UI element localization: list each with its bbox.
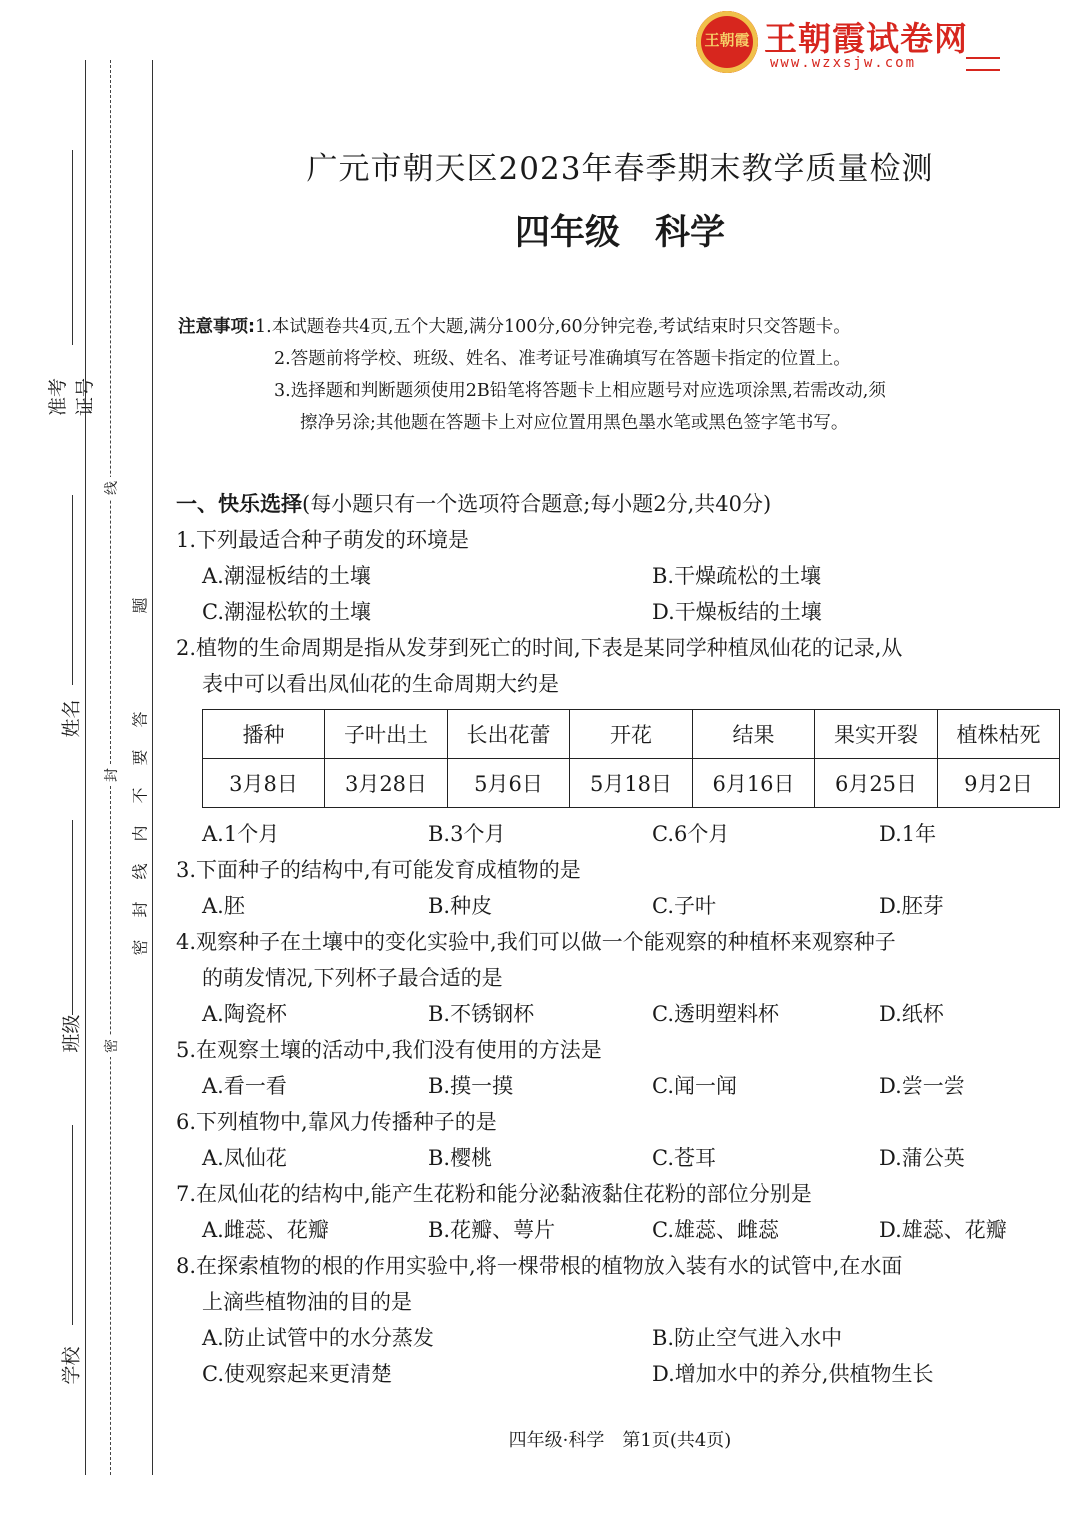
question-section bbox=[176, 486, 1076, 1392]
page-footer: 四年级·科学 第1页(共4页) bbox=[508, 1430, 732, 1451]
option-d[interactable]: D.蒲公英 bbox=[879, 1146, 965, 1170]
option-d[interactable]: D.尝一尝 bbox=[879, 1074, 965, 1098]
warning-char: 不 bbox=[130, 787, 150, 804]
question-4-stem: 4.观察种子在土壤中的变化实验中,我们可以做一个能观察的种植杯来观察种子 bbox=[176, 930, 896, 954]
warning-char: 线 bbox=[130, 863, 150, 880]
option-c[interactable]: C.苍耳 bbox=[652, 1146, 716, 1170]
option-b[interactable]: B.樱桃 bbox=[428, 1146, 493, 1170]
option-d[interactable]: D.增加水中的养分,供植物生长 bbox=[652, 1362, 934, 1386]
name-field[interactable] bbox=[72, 495, 73, 685]
option-c[interactable]: C.子叶 bbox=[652, 894, 716, 918]
question-5-stem: 5.在观察土壤的活动中,我们没有使用的方法是 bbox=[176, 1038, 602, 1062]
question-1-stem: 1.下列最适合种子萌发的环境是 bbox=[176, 528, 470, 552]
cut-mark-line: 线 bbox=[101, 477, 121, 499]
option-c[interactable]: C.使观察起来更清楚 bbox=[202, 1362, 392, 1386]
cut-mark-dense: 密 bbox=[101, 1035, 121, 1057]
question-5-options bbox=[176, 1068, 1076, 1104]
table-header-cell: 结果 bbox=[693, 710, 815, 759]
question-4-options bbox=[176, 996, 1076, 1032]
note-item: 3.选择题和判断题须使用2B铅笔将答题卡上相应题号对应选项涂黑,若需改动,须 bbox=[274, 381, 886, 401]
option-d[interactable]: D.胚芽 bbox=[879, 894, 944, 918]
table-header-cell: 长出花蕾 bbox=[448, 710, 570, 759]
notes-label: 注意事项: bbox=[178, 317, 255, 337]
question-8-options-row2 bbox=[176, 1356, 1076, 1392]
table-cell: 3月8日 bbox=[203, 759, 325, 808]
option-a[interactable]: A.1个月 bbox=[202, 822, 280, 846]
option-d[interactable]: D.干燥板结的土壤 bbox=[652, 600, 822, 624]
question-8-stem-cont: 上滴些植物油的目的是 bbox=[202, 1290, 412, 1314]
option-d[interactable]: D.1年 bbox=[879, 822, 937, 846]
question-1-options-row2 bbox=[176, 594, 1076, 630]
binding-line-inner bbox=[152, 60, 153, 1475]
cut-mark-seal: 封 bbox=[101, 764, 121, 786]
option-c[interactable]: C.潮湿松软的土壤 bbox=[202, 600, 371, 624]
table-header-cell: 植株枯死 bbox=[938, 710, 1060, 759]
option-b[interactable]: B.3个月 bbox=[428, 822, 506, 846]
section-heading bbox=[176, 486, 1076, 522]
option-b[interactable]: B.不锈钢杯 bbox=[428, 1002, 535, 1026]
option-d[interactable]: D.雄蕊、花瓣 bbox=[879, 1218, 1007, 1242]
note-item: 2.答题前将学校、班级、姓名、准考证号准确填写在答题卡指定的位置上。 bbox=[274, 349, 851, 369]
warning-char: 题 bbox=[130, 597, 150, 614]
table-cell: 5月18日 bbox=[570, 759, 693, 808]
exam-no-field[interactable] bbox=[72, 150, 73, 345]
question-2-options bbox=[176, 816, 1076, 852]
option-b[interactable]: B.花瓣、萼片 bbox=[428, 1218, 556, 1242]
option-b[interactable]: B.干燥疏松的土壤 bbox=[652, 564, 822, 588]
option-c[interactable]: C.雄蕊、雌蕊 bbox=[652, 1218, 779, 1242]
table-cell: 6月25日 bbox=[815, 759, 938, 808]
note-line-1 bbox=[178, 311, 1068, 343]
option-b[interactable]: B.摸一摸 bbox=[428, 1074, 514, 1098]
option-b[interactable]: B.防止空气进入水中 bbox=[652, 1326, 843, 1350]
name-label: 姓名 bbox=[60, 699, 83, 738]
option-c[interactable]: C.6个月 bbox=[652, 822, 730, 846]
option-d[interactable]: D.纸杯 bbox=[879, 1002, 944, 1026]
option-c[interactable]: C.闻一闻 bbox=[652, 1074, 737, 1098]
notes bbox=[178, 311, 1068, 439]
subject-title: 四年级 科学 bbox=[514, 213, 725, 253]
class-field[interactable] bbox=[72, 820, 73, 1015]
warning-char: 要 bbox=[130, 749, 150, 766]
section-note: (每小题只有一个选项符合题意;每小题2分,共40分) bbox=[302, 492, 772, 516]
exam-title: 广元市朝天区2023年春季期末教学质量检测 bbox=[306, 151, 934, 187]
option-b[interactable]: B.种皮 bbox=[428, 894, 493, 918]
question-1-options-row1 bbox=[176, 558, 1076, 594]
question-3-options bbox=[176, 888, 1076, 924]
table-cell: 3月28日 bbox=[325, 759, 448, 808]
option-a[interactable]: A.雌蕊、花瓣 bbox=[202, 1218, 329, 1242]
binding-line-outer bbox=[85, 60, 86, 1475]
table-header-cell: 果实开裂 bbox=[815, 710, 938, 759]
question-3-stem: 3.下面种子的结构中,有可能发育成植物的是 bbox=[176, 858, 581, 882]
question-8-stem: 8.在探索植物的根的作用实验中,将一棵带根的植物放入装有水的试管中,在水面 bbox=[176, 1254, 903, 1278]
section-title: 一、快乐选择 bbox=[176, 492, 302, 516]
table-row bbox=[203, 759, 1060, 808]
question-6-stem: 6.下列植物中,靠风力传播种子的是 bbox=[176, 1110, 497, 1134]
question-8-options-row1 bbox=[176, 1320, 1076, 1356]
question-2-stem-cont: 表中可以看出凤仙花的生命周期大约是 bbox=[202, 672, 559, 696]
school-label: 学校 bbox=[60, 1346, 83, 1385]
table-header-row bbox=[203, 710, 1060, 759]
option-c[interactable]: C.透明塑料杯 bbox=[652, 1002, 779, 1026]
exam-no-label: 准考证号 bbox=[47, 378, 96, 417]
question-6-options bbox=[176, 1140, 1076, 1176]
school-field[interactable] bbox=[72, 1125, 73, 1325]
option-a[interactable]: A.陶瓷杯 bbox=[202, 1002, 287, 1026]
question-7-options bbox=[176, 1212, 1076, 1248]
question-2-stem: 2.植物的生命周期是指从发芽到死亡的时间,下表是某同学种植凤仙花的记录,从 bbox=[176, 636, 903, 660]
option-a[interactable]: A.看一看 bbox=[202, 1074, 287, 1098]
site-logo bbox=[696, 11, 1016, 75]
logo-name: 王朝霞试卷网 bbox=[764, 19, 968, 58]
option-a[interactable]: A.凤仙花 bbox=[202, 1146, 287, 1170]
class-label: 班级 bbox=[60, 1014, 83, 1053]
table-cell: 5月6日 bbox=[448, 759, 570, 808]
table-cell: 9月2日 bbox=[938, 759, 1060, 808]
warning-char: 答 bbox=[130, 711, 150, 728]
table-header-cell: 子叶出土 bbox=[325, 710, 448, 759]
life-cycle-table bbox=[202, 709, 1060, 808]
note-item: 擦净另涂;其他题在答题卡上对应位置用黑色墨水笔或黑色签字笔书写。 bbox=[300, 413, 849, 433]
warning-char: 密 bbox=[130, 939, 150, 956]
table-cell: 6月16日 bbox=[693, 759, 815, 808]
note-item: 1.本试题卷共4页,五个大题,满分100分,60分钟完卷,考试结束时只交答题卡。 bbox=[255, 317, 851, 337]
warning-char: 内 bbox=[130, 825, 150, 842]
logo-badge-text: 王朝霞 bbox=[704, 31, 750, 49]
option-a[interactable]: A.潮湿板结的土壤 bbox=[202, 564, 371, 588]
table-header-cell: 开花 bbox=[570, 710, 693, 759]
question-4-stem-cont: 的萌发情况,下列杯子最合适的是 bbox=[202, 966, 503, 990]
logo-url: www.wzxsjw.com bbox=[770, 55, 917, 71]
warning-char: 封 bbox=[130, 901, 150, 918]
option-a[interactable]: A.防止试管中的水分蒸发 bbox=[202, 1326, 434, 1350]
wave-icon bbox=[966, 57, 1000, 71]
option-a[interactable]: A.胚 bbox=[202, 894, 245, 918]
table-header-cell: 播种 bbox=[203, 710, 325, 759]
question-7-stem: 7.在凤仙花的结构中,能产生花粉和能分泌黏液黏住花粉的部位分别是 bbox=[176, 1182, 812, 1206]
